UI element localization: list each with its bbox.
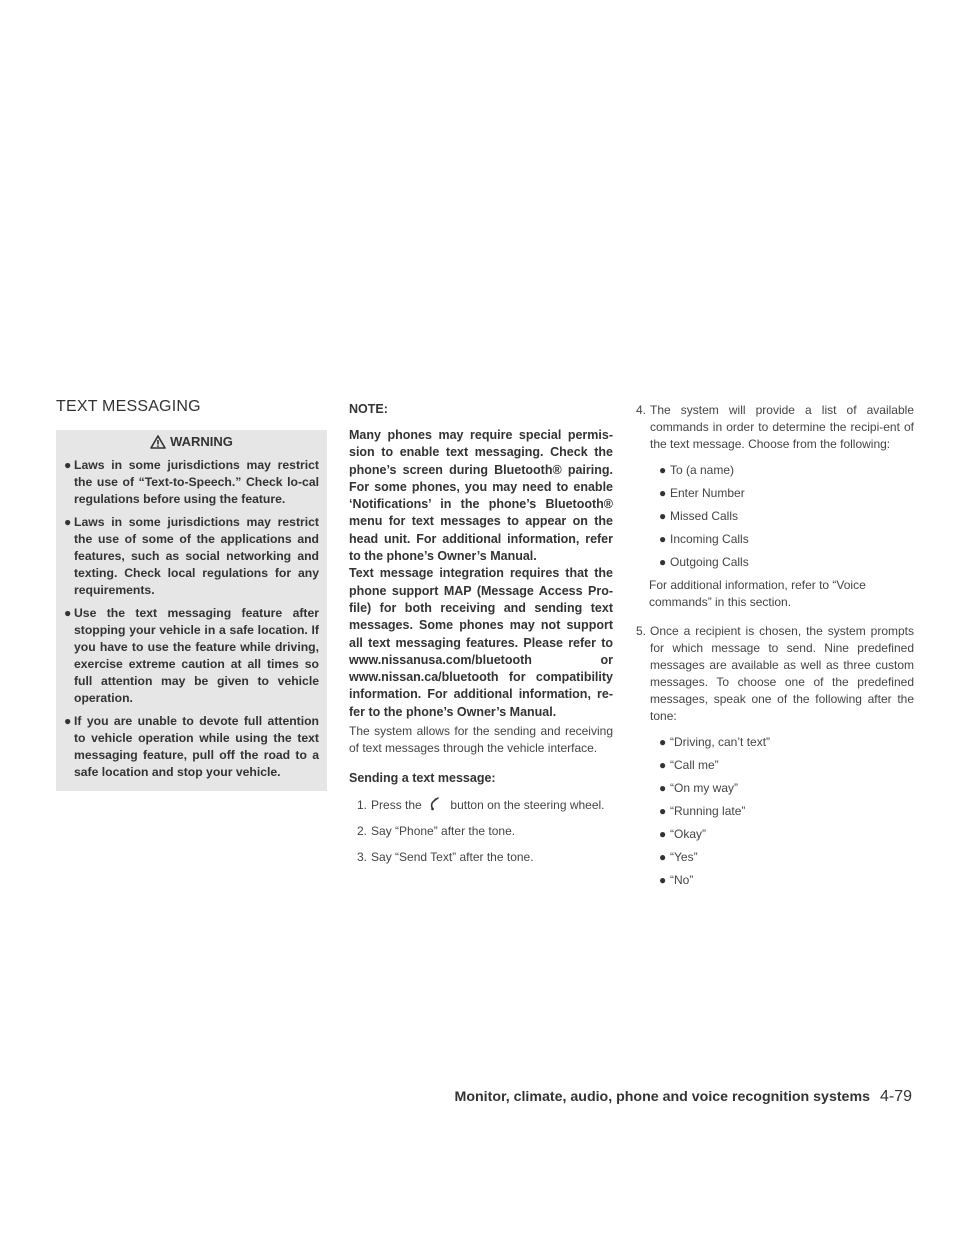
- option-text: “Okay”: [670, 827, 706, 841]
- option-text: “Running late”: [670, 804, 746, 818]
- step-number: 5.: [636, 624, 647, 638]
- step-2: [357, 823, 613, 840]
- warning-box: [56, 430, 327, 791]
- list-item: [659, 485, 914, 502]
- warning-item: [64, 457, 319, 508]
- warning-triangle-icon: [150, 435, 166, 449]
- step-3: [357, 849, 613, 866]
- bullet: ●: [659, 873, 667, 887]
- list-item: [659, 554, 914, 571]
- warning-text: Laws in some jurisdictions may restrict the use of “Text-to-Speech.” Check lo-cal regulations before using the feature.: [74, 458, 319, 506]
- step-number: 4.: [636, 403, 647, 417]
- note-paragraph-1: Many phones may require special permis-sion to enable text messaging. Check the phone’s screen during Bluetooth® pairing. For some phones, you may need to enable ‘Notifications’ in the phone’s Bluetooth® menu for text messages to appear on the head unit. For additional information, refer to the phone’s Owner’s Manual.: [349, 428, 613, 564]
- list-item: [659, 826, 914, 843]
- list-item: [659, 872, 914, 889]
- step-5-text: Once a recipient is chosen, the system prompts for which message to send. Nine predefined messages are available as well as three custom messages. To choose one of the predefined messages, speak one of the following after the tone:: [650, 624, 914, 723]
- warning-text: Use the text messaging feature after stopping your vehicle in a safe location. If you have to use the feature while driving, exercise extreme caution at all times so full attention may be given to vehicle operation.: [74, 606, 319, 705]
- bullet: ●: [659, 804, 667, 818]
- step-5: [636, 623, 914, 725]
- steps-list: [349, 797, 613, 866]
- intro-paragraph: The system allows for the sending and receiving of text messages through the vehicle interface.: [349, 724, 613, 756]
- option-text: “On my way”: [670, 781, 739, 795]
- warning-text: If you are unable to devote full attention to vehicle operation while using the text messaging feature, pull off the road to a safe location and stop your vehicle.: [74, 714, 319, 779]
- list-item: [659, 849, 914, 866]
- bullet: ●: [659, 555, 667, 569]
- step-3-text: Say “Send Text” after the tone.: [371, 850, 534, 865]
- step-number: 2.: [357, 824, 368, 839]
- step-4-text: The system will provide a list of available commands in order to determine the recipi-ent of the text message. Choose from the following:: [650, 403, 914, 451]
- warning-label: WARNING: [170, 434, 233, 449]
- warning-item: [64, 713, 319, 781]
- bullet: ●: [659, 850, 667, 864]
- option-text: “Yes”: [670, 850, 698, 864]
- list-item: [659, 734, 914, 751]
- warning-item: [64, 514, 319, 599]
- talk-button-icon: [425, 797, 447, 811]
- option-text: To (a name): [670, 463, 735, 477]
- step-number: 1.: [357, 798, 368, 813]
- bullet: ●: [659, 509, 667, 523]
- bullet: ●: [659, 486, 667, 500]
- option-text: “Call me”: [670, 758, 719, 772]
- step-number: 3.: [357, 850, 368, 865]
- bullet: ●: [659, 463, 667, 477]
- list-item: [659, 780, 914, 797]
- bullet: ●: [659, 532, 667, 546]
- option-text: Enter Number: [670, 486, 745, 500]
- page-number: 4-79: [879, 1088, 912, 1105]
- list-item: [659, 757, 914, 774]
- option-text: Missed Calls: [670, 509, 739, 523]
- option-text: Outgoing Calls: [670, 555, 749, 569]
- page-footer: [455, 1088, 913, 1106]
- step-1: [357, 797, 613, 814]
- bullet: ●: [64, 606, 72, 620]
- bullet: ●: [659, 735, 667, 749]
- step-1-text-a: Press the: [371, 798, 422, 813]
- list-item: [659, 803, 914, 820]
- list-item: [659, 508, 914, 525]
- section-title: TEXT MESSAGING: [56, 398, 201, 415]
- option-text: “Driving, can’t text”: [670, 735, 771, 749]
- column-right: [636, 402, 914, 895]
- warning-item: [64, 605, 319, 707]
- note-paragraph-2: Text message integration requires that the phone support MAP (Message Access Pro-file) for both receiving and sending text messages. Some phones may not support all text messaging features. Please refer to www.nissanusa.com/bluetooth or www.nissan.ca/bluetooth for compatibility information. For additional information, re-fer to the phone’s Owner’s Manual.: [349, 566, 613, 719]
- list-item: [659, 462, 914, 479]
- option-text: “No”: [670, 873, 694, 887]
- step-4: [636, 402, 914, 453]
- note-label: NOTE:: [349, 402, 388, 416]
- chapter-title: Monitor, climate, audio, phone and voice recognition systems: [454, 1089, 870, 1105]
- column-left: [56, 398, 327, 791]
- sending-heading: Sending a text message:: [349, 771, 496, 786]
- bullet: ●: [64, 714, 72, 728]
- bullet: ●: [659, 758, 667, 772]
- warning-text: Laws in some jurisdictions may restrict the use of some of the applications and features, such as social networking and texting. Check local regulations for any requirements.: [74, 515, 319, 597]
- option-text: Incoming Calls: [670, 532, 749, 546]
- bullet: ●: [659, 781, 667, 795]
- step-4-note: For additional information, refer to “Voice commands” in this section.: [649, 578, 866, 609]
- list-item: [659, 531, 914, 548]
- warning-header: [64, 434, 319, 449]
- bullet: ●: [64, 515, 72, 529]
- step-2-text: Say “Phone” after the tone.: [371, 824, 516, 839]
- step-1-text-b: button on the steering wheel.: [450, 798, 605, 813]
- bullet: ●: [64, 458, 72, 472]
- column-middle: [349, 402, 613, 875]
- bullet: ●: [659, 827, 667, 841]
